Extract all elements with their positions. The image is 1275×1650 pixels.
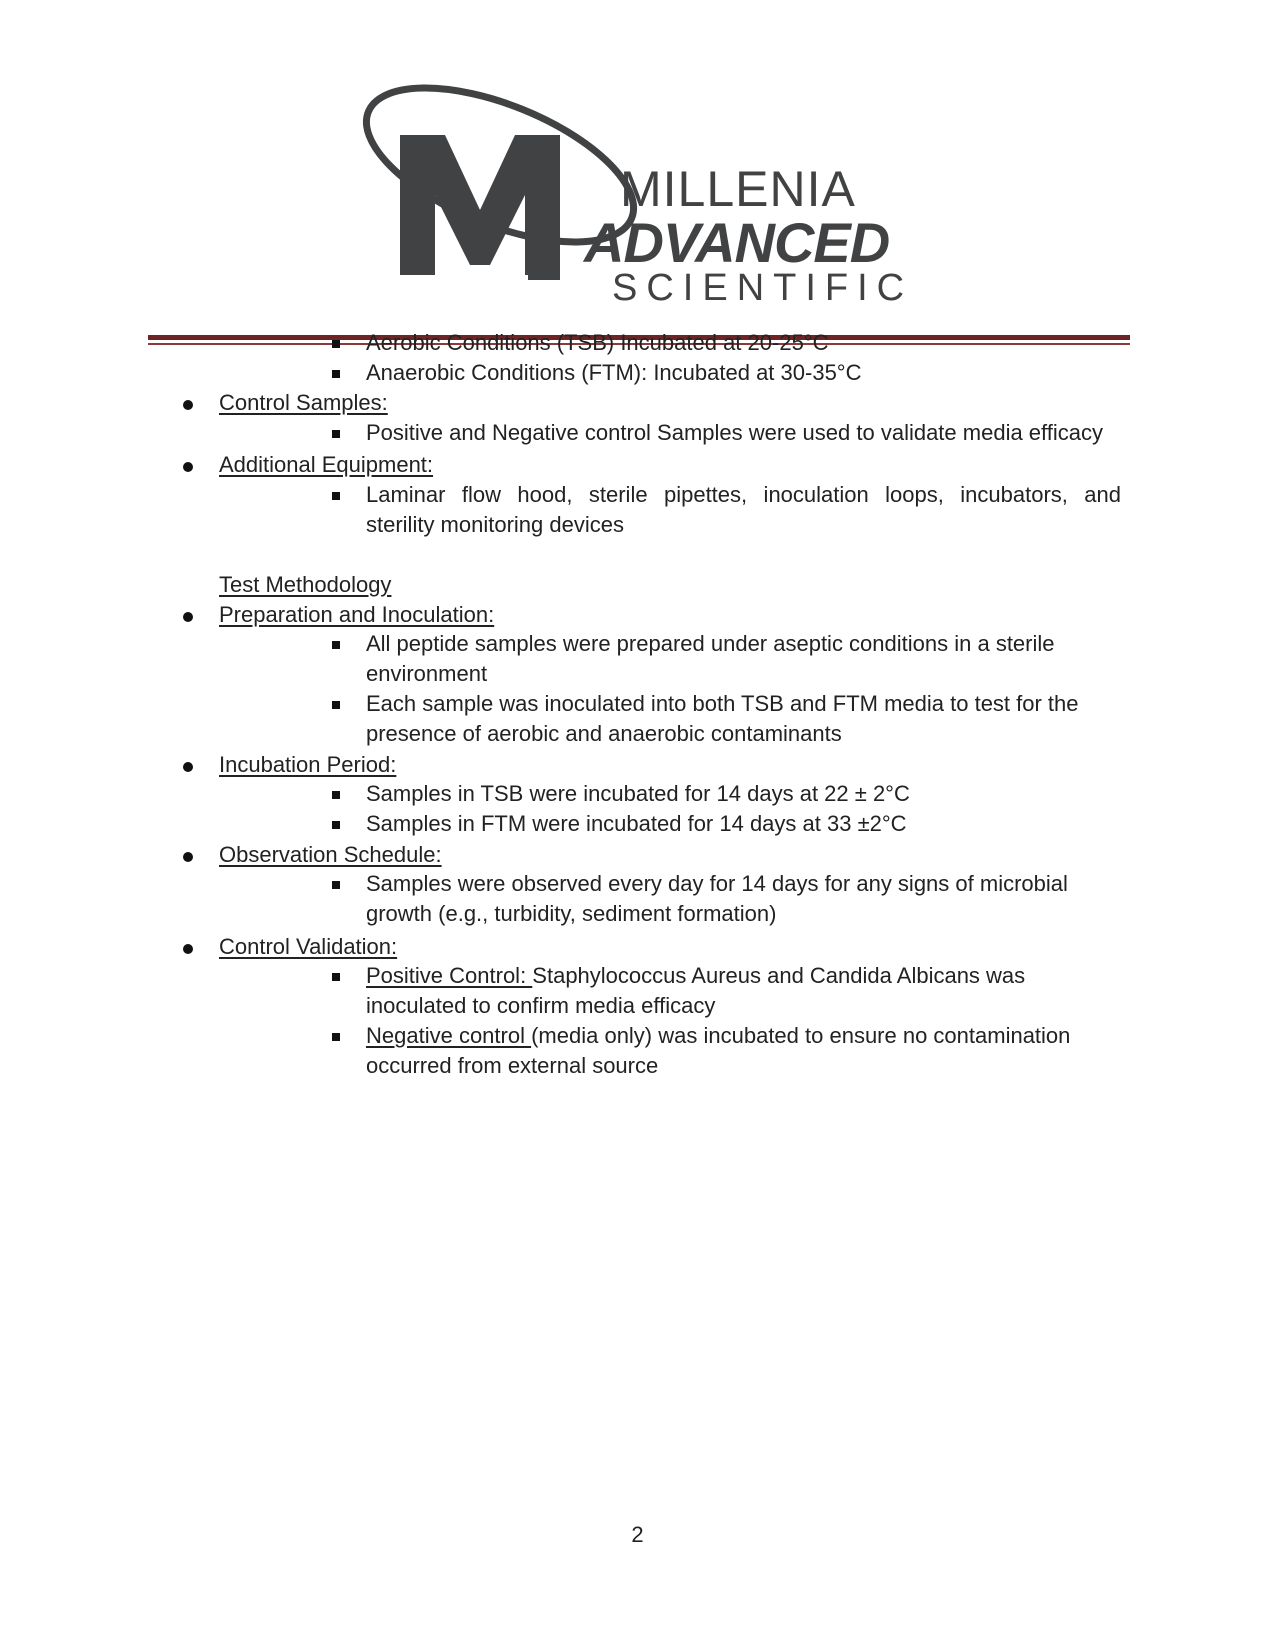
section-heading-control-validation: Control Validation: — [219, 934, 398, 959]
list-item: Positive and Negative control Samples were used to validate media efficacy — [366, 420, 1103, 445]
page-number: 2 — [631, 1522, 644, 1547]
list-item: Aerobic Conditions (TSB) Incubated at 20-25°C — [366, 330, 829, 355]
square-bullet-icon — [332, 1033, 340, 1041]
logo-word-scientific: SCIENTIFIC — [612, 267, 914, 309]
square-bullet-icon — [332, 370, 340, 378]
bullet-icon — [183, 462, 193, 472]
list-item-continuation: growth (e.g., turbidity, sediment formation) — [366, 901, 777, 926]
list-item: Samples in TSB were incubated for 14 days at 22 ± 2°C — [366, 781, 910, 806]
square-bullet-icon — [332, 881, 340, 889]
list-item: Each sample was inoculated into both TSB and FTM media to test for the — [366, 691, 1079, 716]
square-bullet-icon — [332, 973, 340, 981]
square-bullet-icon — [332, 430, 340, 438]
section-heading-observation: Observation Schedule: — [219, 842, 442, 867]
square-bullet-icon — [332, 492, 340, 500]
list-item — [366, 1020, 1070, 1051]
section-heading-incubation: Incubation Period: — [219, 752, 397, 777]
negative-control-text: (media only) was incubated to ensure no contamination — [531, 1023, 1071, 1048]
section-heading-additional-equipment: Additional Equipment: — [219, 452, 434, 477]
bullet-icon — [183, 944, 193, 954]
logo-word-millenia: MILLENIA — [620, 161, 856, 217]
logo-word-advanced: ADVANCED — [584, 211, 890, 274]
list-item: Anaerobic Conditions (FTM): Incubated at 30-35°C — [366, 360, 862, 385]
list-item-continuation: inoculated to confirm media efficacy — [366, 993, 716, 1018]
square-bullet-icon — [332, 821, 340, 829]
list-item: Laminar flow hood, sterile pipettes, inoculation loops, incubators, and — [366, 482, 1121, 507]
negative-control-label: Negative control — [366, 1023, 532, 1048]
company-logo — [350, 70, 930, 309]
list-item-continuation: sterility monitoring devices — [366, 512, 624, 537]
list-item-continuation: environment — [366, 661, 488, 686]
list-item: Samples were observed every day for 14 days for any signs of microbial — [366, 871, 1068, 896]
section-heading-preparation: Preparation and Inoculation: — [219, 602, 495, 627]
positive-control-text: Staphylococcus Aureus and Candida Albicans was — [532, 963, 1026, 988]
square-bullet-icon — [332, 791, 340, 799]
square-bullet-icon — [332, 340, 340, 348]
bullet-icon — [183, 762, 193, 772]
square-bullet-icon — [332, 641, 340, 649]
list-item-continuation: presence of aerobic and anaerobic contaminants — [366, 721, 842, 746]
list-item — [366, 960, 1025, 991]
positive-control-label: Positive Control: — [366, 963, 533, 988]
square-bullet-icon — [332, 701, 340, 709]
list-item-continuation: occurred from external source — [366, 1053, 659, 1078]
section-heading-control-samples: Control Samples: — [219, 390, 388, 415]
list-item: Samples in FTM were incubated for 14 days at 33 ±2°C — [366, 811, 907, 836]
list-item: All peptide samples were prepared under aseptic conditions in a sterile — [366, 631, 1055, 656]
bullet-icon — [183, 612, 193, 622]
bullet-icon — [183, 852, 193, 862]
bullet-icon — [183, 400, 193, 410]
section-title-test-methodology: Test Methodology — [219, 572, 392, 597]
